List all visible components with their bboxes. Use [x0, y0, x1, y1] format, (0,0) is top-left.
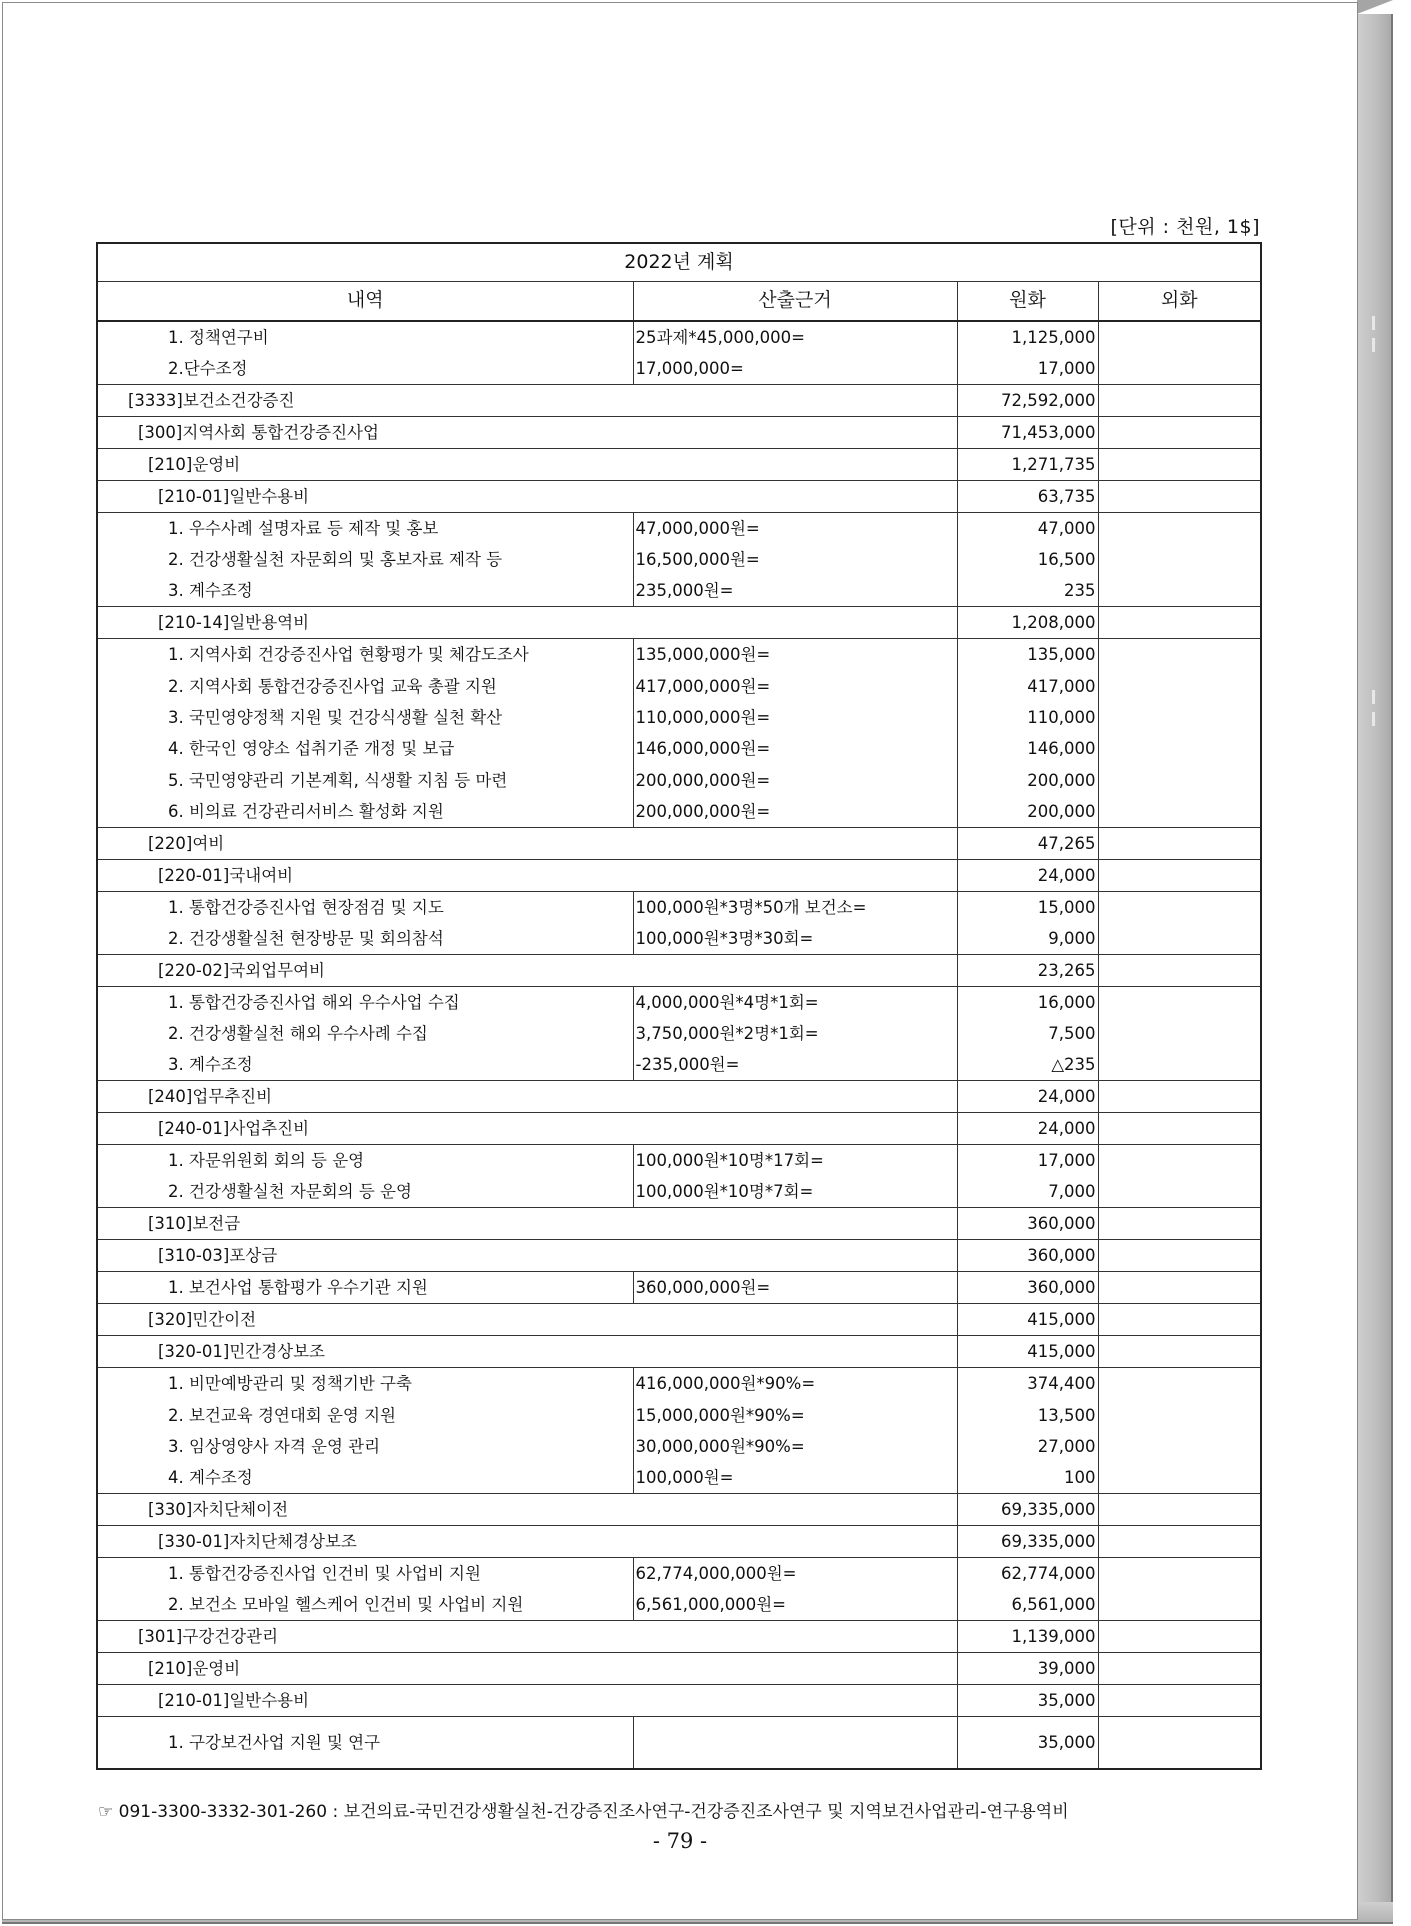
row-item: [320-01]민간경상보조 [97, 1336, 957, 1368]
budget-item-row [97, 986, 1261, 1018]
budget-rows [97, 321, 1261, 1769]
row-foreign [1098, 1049, 1261, 1081]
row-foreign [1098, 1145, 1261, 1177]
row-krw: 24,000 [957, 859, 1098, 891]
row-krw: 1,208,000 [957, 607, 1098, 639]
row-foreign [1098, 449, 1261, 481]
budget-table [96, 242, 1262, 1770]
budget-item-row [97, 639, 1261, 671]
budget-item-row [97, 1717, 1261, 1769]
edge-mark [1372, 690, 1375, 704]
budget-item-row [97, 1145, 1261, 1177]
row-item: [240-01]사업추진비 [97, 1113, 957, 1145]
row-krw: 7,000 [957, 1176, 1098, 1208]
row-basis: 47,000,000원= [633, 513, 957, 545]
row-item: 3. 계수조정 [97, 1049, 633, 1081]
footnote: ☞ 091-3300-3332-301-260 : 보건의료-국민건강생활실천-건강증진조사연구-건강증진조사연구 및 지역보건사업관리-연구용역비 [98, 1802, 1069, 1822]
header-foreign: 외화 [1098, 281, 1261, 321]
row-item: 4. 계수조정 [97, 1462, 633, 1494]
row-krw: 415,000 [957, 1336, 1098, 1368]
budget-group-row [97, 385, 1261, 417]
row-foreign [1098, 1494, 1261, 1526]
row-item: [320]민간이전 [97, 1304, 957, 1336]
budget-item-row [97, 923, 1261, 955]
row-krw: 360,000 [957, 1240, 1098, 1272]
budget-item-row [97, 1399, 1261, 1430]
budget-group-row [97, 1240, 1261, 1272]
row-basis: 100,000원*10명*17회= [633, 1145, 957, 1177]
row-item: 1. 구강보건사업 지원 및 연구 [97, 1717, 633, 1769]
row-krw: 16,000 [957, 986, 1098, 1018]
row-foreign [1098, 1368, 1261, 1400]
row-krw: 71,453,000 [957, 417, 1098, 449]
row-foreign [1098, 385, 1261, 417]
row-foreign [1098, 702, 1261, 733]
row-krw: 72,592,000 [957, 385, 1098, 417]
edge-mark [1372, 712, 1375, 726]
budget-item-row [97, 1176, 1261, 1208]
row-foreign [1098, 481, 1261, 513]
row-krw: 1,271,735 [957, 449, 1098, 481]
budget-group-row [97, 1653, 1261, 1685]
row-krw: 200,000 [957, 796, 1098, 828]
row-krw: 417,000 [957, 670, 1098, 701]
row-item: 1. 지역사회 건강증진사업 현황평가 및 체감도조사 [97, 639, 633, 671]
row-basis: 3,750,000원*2명*1회= [633, 1018, 957, 1049]
row-foreign [1098, 1336, 1261, 1368]
row-item: 2. 건강생활실천 현장방문 및 회의참석 [97, 923, 633, 955]
column-header-row [97, 281, 1261, 321]
budget-group-row [97, 1304, 1261, 1336]
row-item: 2.단수조정 [97, 353, 633, 385]
budget-item-row [97, 702, 1261, 733]
row-foreign [1098, 1176, 1261, 1208]
row-foreign [1098, 1208, 1261, 1240]
row-foreign [1098, 1526, 1261, 1558]
row-basis: 100,000원*10명*7회= [633, 1176, 957, 1208]
row-item: 5. 국민영양관리 기본계획, 식생활 지침 등 마련 [97, 765, 633, 796]
row-foreign [1098, 1462, 1261, 1494]
row-item: 3. 임상영양사 자격 운영 관리 [97, 1431, 633, 1462]
row-basis [633, 1717, 957, 1769]
row-krw: 100 [957, 1462, 1098, 1494]
row-krw: 17,000 [957, 353, 1098, 385]
row-item: 2. 건강생활실천 해외 우수사례 수집 [97, 1018, 633, 1049]
row-krw: 62,774,000 [957, 1558, 1098, 1590]
row-krw: 47,000 [957, 513, 1098, 545]
row-krw: △235 [957, 1049, 1098, 1081]
budget-item-row [97, 796, 1261, 828]
row-item: 2. 건강생활실천 자문회의 및 홍보자료 제작 등 [97, 544, 633, 575]
budget-group-row [97, 954, 1261, 986]
row-krw: 13,500 [957, 1399, 1098, 1430]
row-foreign [1098, 353, 1261, 385]
row-foreign [1098, 891, 1261, 923]
row-item: [220]여비 [97, 827, 957, 859]
row-krw: 135,000 [957, 639, 1098, 671]
row-basis: 100,000원*3명*30회= [633, 923, 957, 955]
row-basis: 110,000,000원= [633, 702, 957, 733]
budget-item-row [97, 1049, 1261, 1081]
row-basis: 200,000,000원= [633, 765, 957, 796]
row-krw: 7,500 [957, 1018, 1098, 1049]
row-item: [3333]보건소건강증진 [97, 385, 957, 417]
row-foreign [1098, 513, 1261, 545]
row-item: [330]자치단체이전 [97, 1494, 957, 1526]
row-basis: 200,000,000원= [633, 796, 957, 828]
header-item: 내역 [97, 281, 633, 321]
row-item: 1. 통합건강증진사업 해외 우수사업 수집 [97, 986, 633, 1018]
row-item: 2. 지역사회 통합건강증진사업 교육 총괄 지원 [97, 670, 633, 701]
row-item: 1. 자문위원회 회의 등 운영 [97, 1145, 633, 1177]
row-item: [210]운영비 [97, 1653, 957, 1685]
row-krw: 110,000 [957, 702, 1098, 733]
budget-group-row [97, 1208, 1261, 1240]
plan-title: 2022년 계획 [97, 243, 1261, 281]
row-item: [210-01]일반수용비 [97, 481, 957, 513]
row-foreign [1098, 1240, 1261, 1272]
row-basis: 15,000,000원*90%= [633, 1399, 957, 1430]
budget-group-row [97, 1081, 1261, 1113]
row-basis: 25과제*45,000,000= [633, 321, 957, 353]
budget-group-row [97, 417, 1261, 449]
row-basis: 100,000원*3명*50개 보건소= [633, 891, 957, 923]
budget-group-row [97, 449, 1261, 481]
budget-group-row [97, 1336, 1261, 1368]
budget-item-row [97, 321, 1261, 353]
edge-mark [1372, 316, 1375, 330]
row-item: 1. 비만예방관리 및 정책기반 구축 [97, 1368, 633, 1400]
row-krw: 415,000 [957, 1304, 1098, 1336]
row-krw: 1,125,000 [957, 321, 1098, 353]
page-fold [1357, 0, 1393, 14]
budget-group-row [97, 1526, 1261, 1558]
row-krw: 235 [957, 575, 1098, 607]
row-item: 3. 국민영양정책 지원 및 건강식생활 실천 확산 [97, 702, 633, 733]
row-item: 1. 통합건강증진사업 인건비 및 사업비 지원 [97, 1558, 633, 1590]
row-krw: 146,000 [957, 733, 1098, 764]
row-krw: 27,000 [957, 1431, 1098, 1462]
row-krw: 9,000 [957, 923, 1098, 955]
row-foreign [1098, 923, 1261, 955]
budget-item-row [97, 1018, 1261, 1049]
row-foreign [1098, 859, 1261, 891]
row-foreign [1098, 639, 1261, 671]
budget-item-row [97, 1589, 1261, 1621]
row-foreign [1098, 827, 1261, 859]
row-foreign [1098, 1717, 1261, 1769]
row-foreign [1098, 733, 1261, 764]
row-item: [210-01]일반수용비 [97, 1685, 957, 1717]
row-krw: 360,000 [957, 1208, 1098, 1240]
budget-item-row [97, 765, 1261, 796]
row-basis: 100,000원= [633, 1462, 957, 1494]
row-krw: 24,000 [957, 1081, 1098, 1113]
row-krw: 1,139,000 [957, 1621, 1098, 1653]
row-krw: 39,000 [957, 1653, 1098, 1685]
row-foreign [1098, 765, 1261, 796]
header-krw: 원화 [957, 281, 1098, 321]
row-item: [210]운영비 [97, 449, 957, 481]
row-foreign [1098, 1431, 1261, 1462]
row-item: [301]구강건강관리 [97, 1621, 957, 1653]
row-krw: 24,000 [957, 1113, 1098, 1145]
row-basis: 17,000,000= [633, 353, 957, 385]
row-basis: 16,500,000원= [633, 544, 957, 575]
budget-group-row [97, 1113, 1261, 1145]
row-foreign [1098, 1685, 1261, 1717]
row-item: 2. 건강생활실천 자문회의 등 운영 [97, 1176, 633, 1208]
row-item: 6. 비의료 건강관리서비스 활성화 지원 [97, 796, 633, 828]
row-item: 1. 통합건강증진사업 현장점검 및 지도 [97, 891, 633, 923]
row-basis: 235,000원= [633, 575, 957, 607]
row-foreign [1098, 1113, 1261, 1145]
row-basis: 146,000,000원= [633, 733, 957, 764]
unit-label: [단위 : 천원, 1$] [1110, 216, 1260, 238]
row-foreign [1098, 1399, 1261, 1430]
row-foreign [1098, 670, 1261, 701]
budget-item-row [97, 1431, 1261, 1462]
row-item: 2. 보건교육 경연대회 운영 지원 [97, 1399, 633, 1430]
row-basis: 30,000,000원*90%= [633, 1431, 957, 1462]
row-foreign [1098, 1589, 1261, 1621]
row-item: 1. 정책연구비 [97, 321, 633, 353]
budget-group-row [97, 607, 1261, 639]
budget-group-row [97, 1494, 1261, 1526]
budget-item-row [97, 733, 1261, 764]
page-edge-right [1357, 14, 1393, 1902]
row-krw: 360,000 [957, 1272, 1098, 1304]
page-number: - 79 - [652, 1829, 708, 1853]
budget-item-row [97, 1272, 1261, 1304]
row-krw: 47,265 [957, 827, 1098, 859]
budget-group-row [97, 1621, 1261, 1653]
row-item: [240]업무추진비 [97, 1081, 957, 1113]
budget-item-row [97, 513, 1261, 545]
row-foreign [1098, 544, 1261, 575]
row-krw: 35,000 [957, 1717, 1098, 1769]
row-basis: -235,000원= [633, 1049, 957, 1081]
budget-item-row [97, 891, 1261, 923]
row-krw: 200,000 [957, 765, 1098, 796]
row-krw: 35,000 [957, 1685, 1098, 1717]
row-foreign [1098, 1081, 1261, 1113]
budget-group-row [97, 859, 1261, 891]
row-item: 1. 보건사업 통합평가 우수기관 지원 [97, 1272, 633, 1304]
row-basis: 6,561,000,000원= [633, 1589, 957, 1621]
row-basis: 135,000,000원= [633, 639, 957, 671]
row-foreign [1098, 986, 1261, 1018]
budget-item-row [97, 1368, 1261, 1400]
row-foreign [1098, 417, 1261, 449]
row-item: 1. 우수사례 설명자료 등 제작 및 홍보 [97, 513, 633, 545]
row-basis: 416,000,000원*90%= [633, 1368, 957, 1400]
row-foreign [1098, 1018, 1261, 1049]
row-item: [310]보전금 [97, 1208, 957, 1240]
budget-item-row [97, 670, 1261, 701]
budget-item-row [97, 575, 1261, 607]
row-item: 3. 계수조정 [97, 575, 633, 607]
row-item: [300]지역사회 통합건강증진사업 [97, 417, 957, 449]
row-foreign [1098, 607, 1261, 639]
row-basis: 62,774,000,000원= [633, 1558, 957, 1590]
row-foreign [1098, 796, 1261, 828]
row-krw: 69,335,000 [957, 1526, 1098, 1558]
row-item: [330-01]자치단체경상보조 [97, 1526, 957, 1558]
row-foreign [1098, 1621, 1261, 1653]
row-krw: 69,335,000 [957, 1494, 1098, 1526]
row-foreign [1098, 1304, 1261, 1336]
row-item: 4. 한국인 영양소 섭취기준 개정 및 보급 [97, 733, 633, 764]
budget-group-row [97, 481, 1261, 513]
budget-group-row [97, 1685, 1261, 1717]
row-krw: 17,000 [957, 1145, 1098, 1177]
budget-item-row [97, 1558, 1261, 1590]
row-item: 2. 보건소 모바일 헬스케어 인건비 및 사업비 지원 [97, 1589, 633, 1621]
budget-group-row [97, 827, 1261, 859]
row-foreign [1098, 1653, 1261, 1685]
row-krw: 374,400 [957, 1368, 1098, 1400]
row-krw: 23,265 [957, 954, 1098, 986]
row-item: [210-14]일반용역비 [97, 607, 957, 639]
row-krw: 16,500 [957, 544, 1098, 575]
row-basis: 4,000,000원*4명*1회= [633, 986, 957, 1018]
row-foreign [1098, 575, 1261, 607]
budget-item-row [97, 1462, 1261, 1494]
plan-header-row [97, 243, 1261, 281]
row-foreign [1098, 321, 1261, 353]
edge-mark [1372, 338, 1375, 352]
row-krw: 6,561,000 [957, 1589, 1098, 1621]
row-foreign [1098, 1272, 1261, 1304]
budget-item-row [97, 353, 1261, 385]
header-basis: 산출근거 [633, 281, 957, 321]
row-basis: 360,000,000원= [633, 1272, 957, 1304]
row-basis: 417,000,000원= [633, 670, 957, 701]
row-foreign [1098, 1558, 1261, 1590]
budget-item-row [97, 544, 1261, 575]
row-item: [310-03]포상금 [97, 1240, 957, 1272]
row-krw: 63,735 [957, 481, 1098, 513]
row-item: [220-01]국내여비 [97, 859, 957, 891]
row-foreign [1098, 954, 1261, 986]
row-item: [220-02]국외업무여비 [97, 954, 957, 986]
row-krw: 15,000 [957, 891, 1098, 923]
